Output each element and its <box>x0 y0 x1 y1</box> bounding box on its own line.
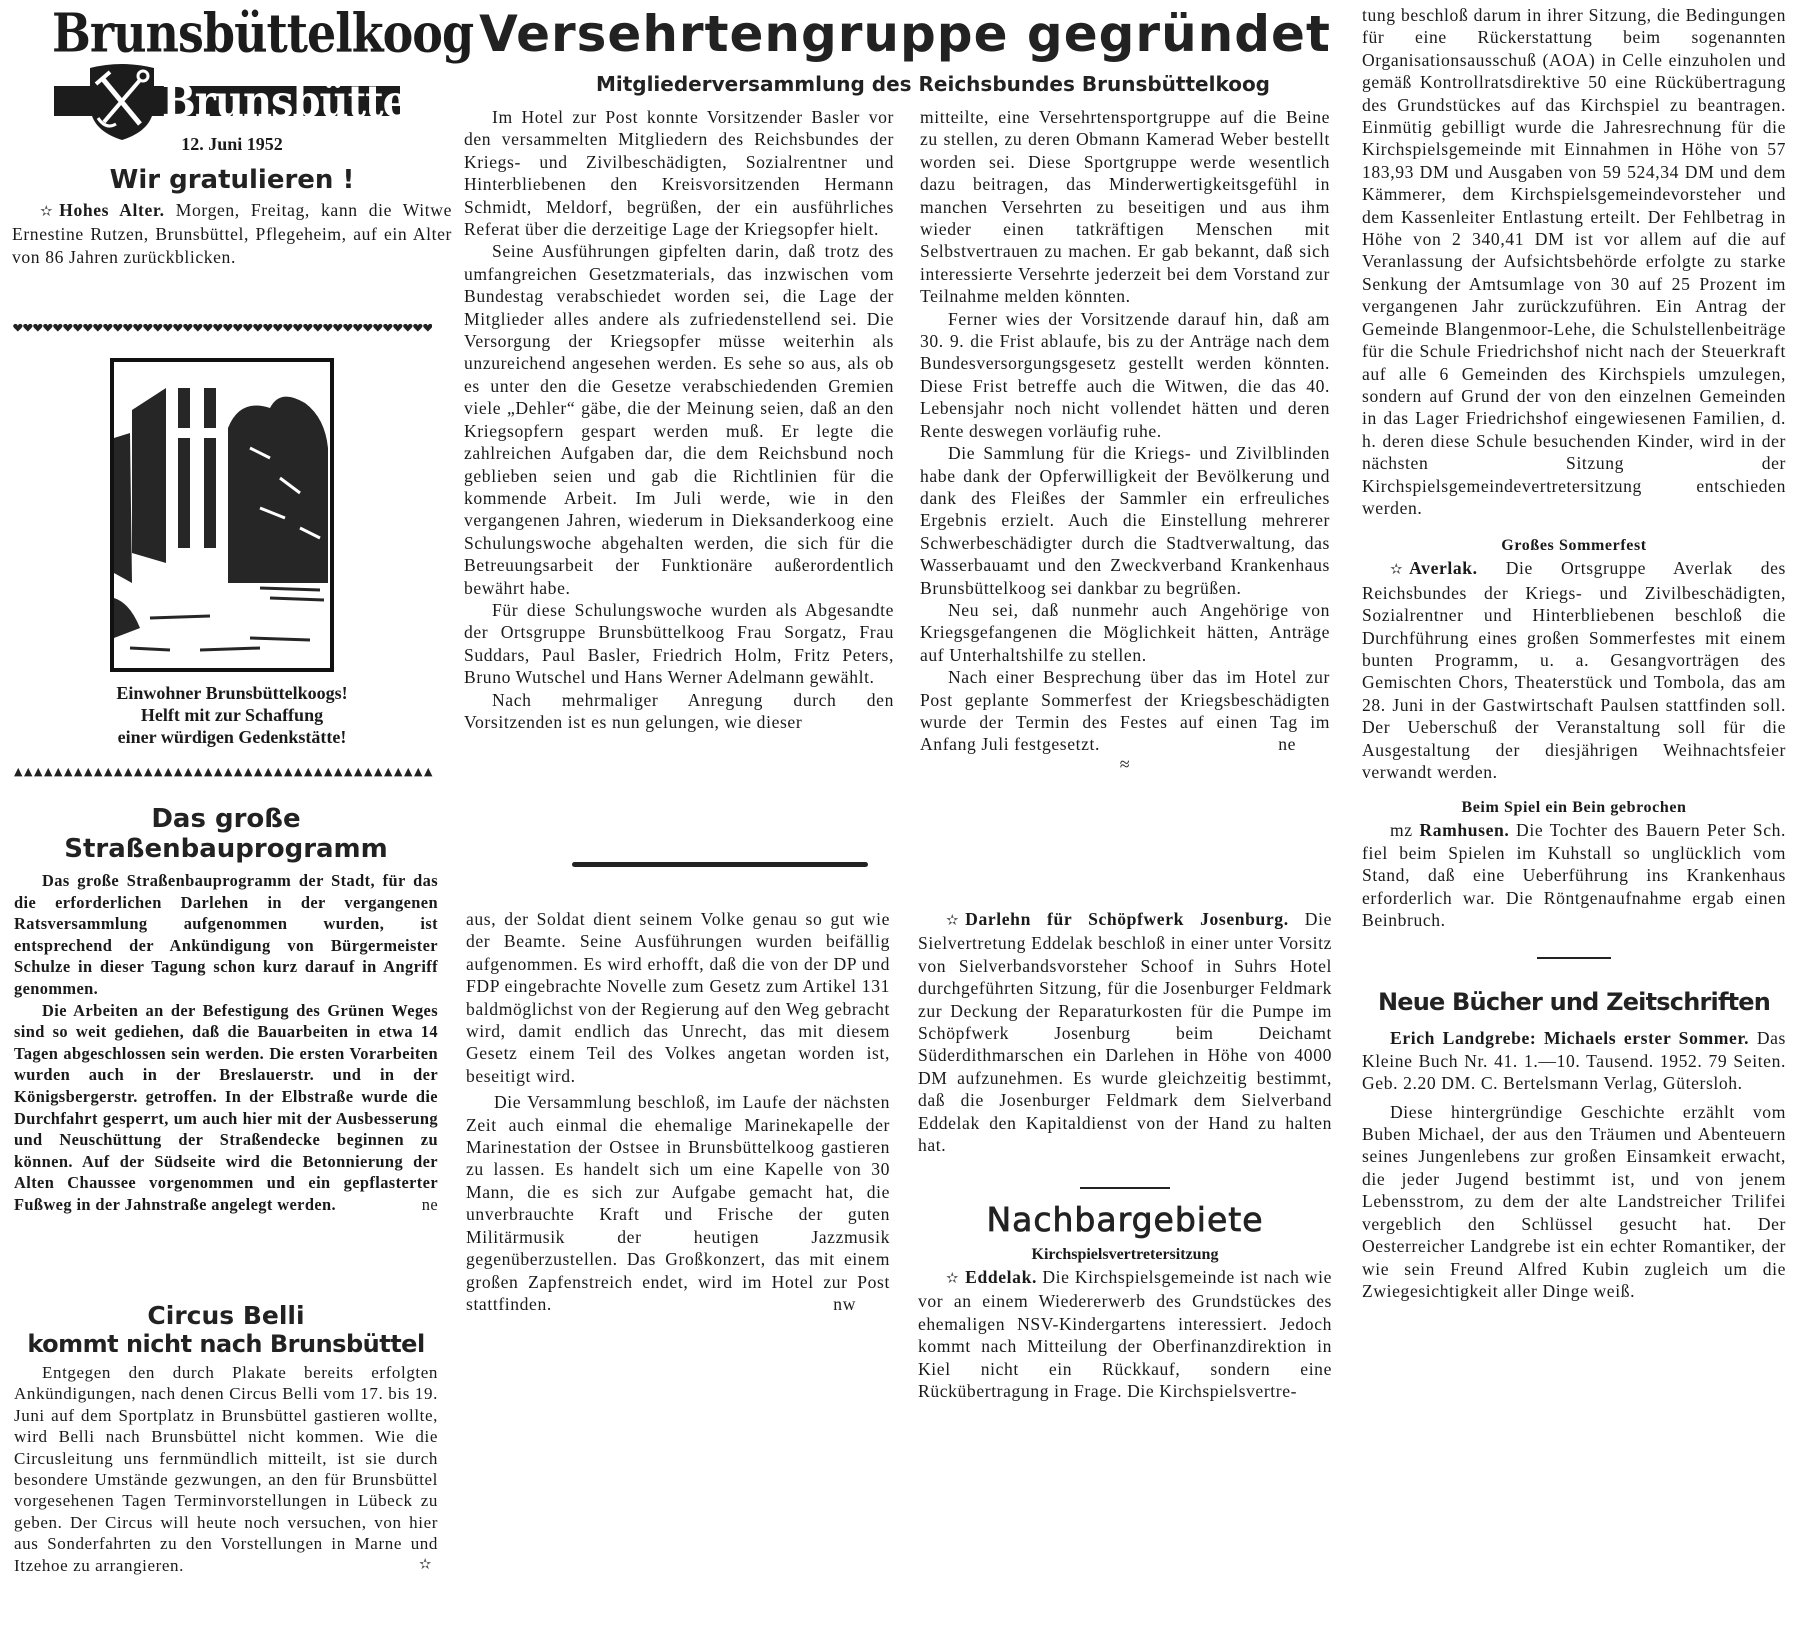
book-info: Das Kleine Buch Nr. 41. 1.—10. Tausend. 1952. 79 Seiten. Geb. 2.20 DM. C. Bertelsmann Verlag, Gütersloh. <box>1362 1028 1786 1094</box>
triangle-icon: ▲ <box>54 765 62 778</box>
nachbar-subhead: Kirchspielsvertretersitzung <box>1031 1246 1219 1263</box>
triangle-icon: ▲ <box>274 765 282 778</box>
triangle-icon: ▲ <box>34 765 42 778</box>
paragraph: Ferner wies der Vorsitzende darauf hin, daß am 30. 9. die Frist ablaufe, bis zu der Anträge nach dem Bundesversorgungsgesetz gestellt werden könnten. Diese Frist betreffe auch die Witwen, die das 40. Lebensjahr noch nicht vollendet hätten und deren Rente deswegen vorläufig ruhe. <box>920 308 1330 441</box>
heart-icon: ♥ <box>42 322 53 335</box>
triangle-icon: ▲ <box>64 765 72 778</box>
heart-icon: ♥ <box>352 322 363 335</box>
triangle-icon: ▲ <box>114 765 122 778</box>
versehrten-column-2 <box>920 106 1330 772</box>
versehrten-column-3 <box>466 908 890 1315</box>
nachbar-article <box>918 1200 1332 1402</box>
heart-icon: ♥ <box>292 322 303 335</box>
appeal-line: Einwohner Brunsbüttelkoogs! <box>116 683 348 703</box>
paragraph: Neu sei, daß nunmehr auch Angehörige von Kriegsgefangenen die Möglichkeit hätten, Anträge auf Unterhaltshilfe zu stellen. <box>920 599 1330 665</box>
bein-text: Die Tochter des Bauern Peter Sch. fiel beim Spielen im Kuhstall so unglücklich vom Stand, daß eine Ueberführung ins Krankenhaus erforderlich war. Die Röntgenaufnahme ergab einen Beinbruch. <box>1362 820 1787 931</box>
triangle-icon: ▲ <box>164 765 172 778</box>
star-icon: ✫ <box>946 913 960 929</box>
heart-icon: ♥ <box>222 322 233 335</box>
heart-border <box>12 321 432 336</box>
heart-icon: ♥ <box>12 322 23 335</box>
strassenbau-title-1: Das große <box>151 804 301 834</box>
author-initials: nw <box>833 1293 856 1314</box>
heart-icon: ♥ <box>182 322 193 335</box>
triangle-icon: ▲ <box>324 765 332 778</box>
masthead-line2: Brunsbüttel <box>162 75 422 128</box>
triangle-icon: ▲ <box>304 765 312 778</box>
heart-icon: ♥ <box>382 322 393 335</box>
triangle-icon: ▲ <box>354 765 362 778</box>
author-initials: ne <box>421 1194 438 1214</box>
triangle-icon: ▲ <box>134 765 142 778</box>
heart-icon: ♥ <box>112 322 123 335</box>
paragraph: aus, der Soldat dient seinem Volke genau so gut wie der Beamte. Seine Ausführungen wurden beifällig aufgenommen. Es wird erhofft, daß die von der DP und FDP eingebrachte Novelle zum Gesetz zum Artikel 131 baldmöglichst von der Regierung auf den Weg gebracht wird, damit endlich das Unrecht, das mit diesem Gesetz einem Teil des Volkes angetan worden ist, beseitigt wird. <box>466 909 890 1086</box>
triangle-icon: ▲ <box>394 765 402 778</box>
heart-icon: ♥ <box>252 322 263 335</box>
heart-icon: ♥ <box>262 322 273 335</box>
triangle-icon: ▲ <box>144 765 152 778</box>
triangle-icon: ▲ <box>294 765 302 778</box>
nachbar-title: Nachbargebiete <box>986 1200 1264 1239</box>
appeal-line: einer würdigen Gedenkstätte! <box>117 727 347 747</box>
masthead-line1: Brunsbüttelkoog <box>52 1 474 65</box>
star-icon: ✫ <box>418 1556 432 1573</box>
heart-icon: ♥ <box>122 322 133 335</box>
sommerfest-text: Die Ortsgruppe Averlak des Reichsbundes der Kriegs- und Zivilbeschädigten, Sozialrentner und Hinterbliebenen beschloß die Durchführung eines großen Sommerfestes mit einem bunten Programm, u. a. Gesangvorträgen des Gemischten Chors, Theaterstück und Tombola, das am 28. Juni in der Gastwirtschaft Paulsen stattfinden soll. Der Ueberschuß der Veranstaltung soll für die Ausgestaltung der diesjährigen Weihnachtsfeier verwandt werden. <box>1362 558 1787 782</box>
heart-icon: ♥ <box>22 322 33 335</box>
triangle-icon: ▲ <box>234 765 242 778</box>
right-column <box>1362 4 1786 1302</box>
triangle-icon: ▲ <box>14 765 22 778</box>
nachbar-kicker: Eddelak. <box>965 1267 1037 1287</box>
strassenbau-paragraph: Die Arbeiten an der Befestigung des Grünen Weges sind so weit gediehen, daß die Bauarbeiten in etwa 14 Tagen abgeschlossen sein werden. Die ersten Vorarbeiten wurden auch in der Breslauerstr. und in der Königsbergerstr. getroffen. In der Elbstraße wurde die Durchfahrt gesperrt, um auch hier mit der Ausbesserung und Neuschüttung der Straßendecke beginnen zu können. Auf der Südseite wird die Betonnierung der Alten Chaussee vorgenommen und ein gepflasterter Fußweg in der Jahnstraße angelegt werden. ne <box>14 1000 438 1214</box>
appeal-block <box>12 682 452 748</box>
coat-of-arms-icon <box>86 60 158 142</box>
circus-article <box>14 1302 438 1576</box>
triangle-icon: ▲ <box>184 765 192 778</box>
paragraph: Die Versammlung beschloß, im Laufe der nächsten Zeit auch einmal die ehemalige Marinekapelle der Marinestation der Ostsee in Brunsbüttelkoog gastieren zu lassen. Es handelt sich um eine Kapelle von 30 Mann, die es sich zur Aufgabe gemacht hat, die unverbrauchte Kraft und Frische der guten Militärmusik der heutigen Jazzmusik gegenüberzustellen. Das Großkonzert, das mit einem großen Zapfenstreich endet, wird im Hotel zur Post stattfinden. nw <box>466 1092 890 1314</box>
triangle-icon: ▲ <box>414 765 422 778</box>
versehrten-column-1 <box>464 106 894 733</box>
heart-icon: ♥ <box>152 322 163 335</box>
bein-prefix: mz <box>1390 820 1413 841</box>
bein-article <box>1362 819 1786 931</box>
strassenbau-paragraph: Das große Straßenbauprogramm der Stadt, für das die erforderlichen Darlehen in der vergangenen Ratsversammlung aufgenommen wurden, ist entsprechend der Ankündigung von Bürgermeister Schulze in dieser Tagung schon kurz darauf in Angriff genommen. <box>14 871 438 998</box>
circus-title-1: Circus Belli <box>147 1301 305 1330</box>
heart-icon: ♥ <box>162 322 173 335</box>
heart-icon: ♥ <box>232 322 243 335</box>
triangle-icon: ▲ <box>264 765 272 778</box>
heart-icon: ♥ <box>212 322 223 335</box>
triangle-icon: ▲ <box>84 765 92 778</box>
darlehn-text: Die Sielvertretung Eddelak beschloß in einer unter Vorsitz von Sielverbandsvorsteher Schoof in Suhrs Hotel durchgeführten Sitzung, für die Josenburger Feldmark zur Deckung der Reparaturkosten für die Pumpe im Schöpfwerk Josenburg beim Deichamt Süderdithmarschen ein Darlehen in Höhe von 4000 DM aufzunehmen. Es wurde gleichzeitig bestimmt, daß die Josenburger Feldmark dem Sielverband Eddelak den Kapitaldienst von der Hand zu halten hat. <box>918 909 1332 1156</box>
triangle-icon: ▲ <box>334 765 342 778</box>
paragraph: Nach einer Besprechung über das im Hotel zur Post geplante Sommerfest der Kriegsbeschädigten wurde der Termin des Festes auf einen Tag im Anfang Juli festgesetzt. ne <box>920 667 1330 755</box>
star-icon: ✫ <box>40 204 54 220</box>
triangle-icon: ▲ <box>404 765 412 778</box>
paragraph: mitteilte, eine Versehrtensportgruppe auf die Beine zu stellen, zu deren Obmann Kamerad Weber bestellt worden sei. Diese Sportgruppe werde wesentlich dazu beitragen, das Minderwertigkeitsgefühl in manchen Versehrten zu beseitigen und aus ihm wieder einen tatkräftigen Menschen mit Selbstvertrauen zu machen. Er gab bekannt, daß sich interessierte Versehrte jederzeit bei dem Vorstand zur Teilnahme melden könnten. <box>920 107 1330 307</box>
circus-text: Entgegen den durch Plakate bereits erfolgten Ankündigungen, nach denen Circus Belli vom 17. bis 19. Juni auf dem Sportplatz in Brunsbüttel gastieren wollte, wird Belli nach Brunsbüttel nicht kommen. Wie die Circusleitung uns fernmündlich mitteilt, ist sie durch besondere Umstände gezwungen, an den für Brunsbüttel vorgesehenen Tagen Terminvorstellungen in Lübeck zu geben. Der Circus will heute noch versuchen, von hier aus Sonderfahrten zu den Vorstellungen in Marne und Itzehoe zu arrangieren. ✫ <box>14 1363 438 1575</box>
congrats-text: Morgen, Freitag, kann die Witwe Ernestine Rutzen, Brunsbüttel, Pflegeheim, auf ein Alter von 86 Jahren zurückblicken. <box>12 200 453 267</box>
paragraph: Seine Ausführungen gipfelten darin, daß trotz des umfangreichen Gesetzmaterials, das inzwischen vom Bundestag verabschiedet worden sei, die Lage der Mitglieder alles andere als zufriedenstellend sei. Die Versorgung der Kriegsopfer müsse weiterhin als unzureichend angesehen werden. Es sehe so aus, als ob es unter den die Gesetze verabschiedenden Gremien viele „Dehler“ gäbe, die der Meinung seien, daß an den Kriegsopfern gespart werden muß. Er legte die zahlreichen Aufgaben dar, die dem Reichsbund noch geblieben seien und gab die Richtlinien für die kommende Arbeit. Im Juli werde, wie in den vergangenen Jahren, wiederum in Dieksanderkoog eine Schulungswoche abgehalten werden, die sich für die Betreuungsarbeit der Funktionäre außerordentlich bewährt habe. <box>464 241 894 598</box>
triangle-icon: ▲ <box>24 765 32 778</box>
sommerfest-title: Großes Sommerfest <box>1501 537 1647 555</box>
short-divider <box>1537 957 1611 959</box>
strassenbau-article <box>14 804 438 1216</box>
star-icon: ✫ <box>946 1271 960 1287</box>
heart-icon: ♥ <box>72 322 83 335</box>
congrats-title: Wir gratulieren ! <box>109 165 355 195</box>
heart-icon: ♥ <box>402 322 413 335</box>
triangle-icon: ▲ <box>174 765 182 778</box>
appeal-line: Helft mit zur Schaffung <box>140 705 324 725</box>
bein-title: Beim Spiel ein Bein gebrochen <box>1461 799 1687 817</box>
heart-icon: ♥ <box>312 322 323 335</box>
wave-ornament-icon: ≈ <box>1119 753 1131 774</box>
heart-icon: ♥ <box>82 322 93 335</box>
heart-icon: ♥ <box>52 322 63 335</box>
heart-icon: ♥ <box>172 322 183 335</box>
paragraph: Im Hotel zur Post konnte Vorsitzender Basler vor den versammelten Mitgliedern des Reichsbundes der Kriegs- und Zivilbeschädigten, Sozialrentner und Hinterbliebenen den Kreisvorsitzenden Hermann Schmidt, Meldorf, begrüßen, der ein ausführliches Referat über die derzeitige Lage der Kriegsopfer hielt. <box>464 107 894 240</box>
short-divider <box>1080 1187 1170 1189</box>
sommerfest-article <box>1362 557 1786 783</box>
heart-icon: ♥ <box>102 322 113 335</box>
triangle-icon: ▲ <box>124 765 132 778</box>
darlehn-kicker: Darlehn für Schöpfwerk Josenburg. <box>965 909 1289 929</box>
triangle-icon: ▲ <box>94 765 102 778</box>
paragraph <box>918 908 1332 1156</box>
triangle-icon: ▲ <box>154 765 162 778</box>
triangle-icon: ▲ <box>374 765 382 778</box>
heart-icon: ♥ <box>272 322 283 335</box>
triangle-icon: ▲ <box>74 765 82 778</box>
triangle-icon: ▲ <box>44 765 52 778</box>
heart-icon: ♥ <box>192 322 203 335</box>
triangle-icon: ▲ <box>244 765 252 778</box>
buecher-title: Neue Bücher und Zeitschriften <box>1377 988 1771 1017</box>
triangle-icon: ▲ <box>214 765 222 778</box>
triangle-border <box>14 764 436 779</box>
heart-icon: ♥ <box>142 322 153 335</box>
masthead-logo <box>12 0 474 128</box>
section-divider <box>572 862 868 867</box>
main-subheadline: Mitgliederversammlung des Reichsbundes Brunsbüttelkoog <box>595 72 1270 96</box>
nachbar-text: Die Kirchspielsgemeinde ist nach wie vor an einem Wiedererwerb des Grundstückes des ehemaligen NSV-Kindergartens interessiert. Jedoch kommt nach Mitteilung der Oberfinanzdirektion in Kiel nicht ein Rückkauf, sondern eine Rückübertragung in Frage. Die Kirchspielsvertre- <box>918 1267 1333 1402</box>
book-review: Diese hintergründige Geschichte erzählt vom Buben Michael, der aus den Träumen und Abenteuern seines Jungenlebens zur großen Einsamkeit erwacht, die jeder Jugend bestimmt ist, und von jenem Lebensstrom, zu dem der alte Landstreicher Trilifei vergeblich den Schlüssel gesucht hat. Der Oesterreicher Landgrebe ist ein echter Romantiker, der wie sein Freund Alfred Kubin zugleich um die Zwiegesichtigkeit aller Dinge weiß. <box>1362 1101 1786 1301</box>
heart-icon: ♥ <box>302 322 313 335</box>
triangle-icon: ▲ <box>204 765 212 778</box>
heart-icon: ♥ <box>62 322 73 335</box>
triangle-icon: ▲ <box>284 765 292 778</box>
heart-icon: ♥ <box>322 322 333 335</box>
sommerfest-kicker: Averlak. <box>1409 558 1478 579</box>
memorial-illustration <box>110 358 334 672</box>
left-column <box>12 0 474 268</box>
heart-icon: ♥ <box>362 322 373 335</box>
author-initials: ne <box>1278 734 1296 755</box>
paragraph: Die Sammlung für die Kriegs- und Zivilblinden habe dank der Opferwilligkeit der Bevölkerung und dank des Fleißes der Sammler ein erfreuliches Ergebnis erzielt. Auch die Einstellung mehrerer Schwerbeschädigter durch die Stadtverwaltung, das Wasserbauamt und den Zweckverband Krankenhaus Brunsbüttelkoog sei dankbar zu begrüßen. <box>920 443 1330 598</box>
heart-icon: ♥ <box>132 322 143 335</box>
triangle-icon: ▲ <box>314 765 322 778</box>
heart-icon: ♥ <box>92 322 103 335</box>
heart-icon: ♥ <box>242 322 253 335</box>
heart-icon: ♥ <box>202 322 213 335</box>
triangle-icon: ▲ <box>224 765 232 778</box>
triangle-icon: ▲ <box>424 765 432 778</box>
darlehn-article <box>918 908 1332 1156</box>
triangle-icon: ▲ <box>254 765 262 778</box>
paragraph: Nach mehrmaliger Anregung durch den Vorsitzenden ist es nun gelungen, wie dieser <box>464 689 894 732</box>
heart-icon: ♥ <box>412 322 423 335</box>
heart-icon: ♥ <box>372 322 383 335</box>
issue-date: 12. Juni 1952 <box>181 134 283 154</box>
nachbar-continued: tung beschloß darum in ihrer Sitzung, die Bedingungen für eine Rückerstattung beim sogenannten Organisationsausschuß (AOA) in Celle einzuholen und gemäß Kontrollratsdirektive 50 eine Rückübertragung des Grundstückes auf das Kirchspiel zu beantragen. Einmütig gebilligt wurde die Jahresrechnung für die Kirchspielsgemeinde mit Einnahmen in Höhe von 57 183,93 DM und Ausgaben von 59 524,34 DM und dem Kämmerer, dem Kirchspielsgemeindevorsteher und dem Kassenleiter Entlastung erteilt. Der Fehlbetrag in Höhe von 2 340,41 DM ist vor allem auf die auf Veranlassung der Aufsichtsbehörde erfolgte zu starke Senkung der Amtsumlage von 30 auf 25 Prozent im vergangenen Jahr zurückzuführen. Ein Antrag der Gemeinde Blangenmoor-Lehe, die Schulstellenbeiträge für die Schule Friedrichshof nicht nach der Steuerkraft auf alle 6 Gemeinden des Kirchspiels umzulegen, sondern auf Grund der von den einzelnen Gemeinden in das Lager Friedrichshof eingewiesenen Familien, d. h. deren diese Schule besuchenden Kinder, wird in der nächsten Sitzung der Kirchspielsgemeindevertretersitzung entschieden werden. <box>1362 5 1786 518</box>
strassenbau-title-2: Straßenbauprogramm <box>64 834 388 864</box>
congrats-kicker: Hohes Alter. <box>59 200 165 220</box>
circus-title-2: kommt nicht nach Brunsbüttel <box>27 1330 425 1358</box>
triangle-icon: ▲ <box>104 765 112 778</box>
congrats-article <box>12 199 452 268</box>
heart-icon: ♥ <box>282 322 293 335</box>
heart-icon: ♥ <box>392 322 403 335</box>
heart-icon: ♥ <box>332 322 343 335</box>
heart-icon: ♥ <box>422 322 432 335</box>
heart-icon: ♥ <box>32 322 43 335</box>
main-headline: Versehrtengruppe gegründet <box>479 5 1331 63</box>
paragraph: Für diese Schulungswoche wurden als Abgesandte der Ortsgruppe Brunsbüttelkoog Frau Sorgatz, Frau Suddars, Paul Basler, Friedrich Holm, Fritz Peters, Bruno Wutschel und Hans Werner Adelmann gewählt. <box>464 599 894 688</box>
triangle-icon: ▲ <box>194 765 202 778</box>
triangle-icon: ▲ <box>344 765 352 778</box>
triangle-icon: ▲ <box>384 765 392 778</box>
star-icon: ✫ <box>1390 562 1404 579</box>
paragraph <box>918 1266 1332 1402</box>
heart-icon: ♥ <box>342 322 353 335</box>
triangle-icon: ▲ <box>364 765 372 778</box>
book-heading: Erich Landgrebe: Michaels erster Sommer. Das Kleine Buch Nr. 41. 1.—10. Tausend. 1952. 79 Seiten. Geb. 2.20 DM. C. Bertelsmann Verlag, Gütersloh. <box>1362 1028 1786 1094</box>
bein-kicker: Ramhusen. <box>1419 820 1510 841</box>
